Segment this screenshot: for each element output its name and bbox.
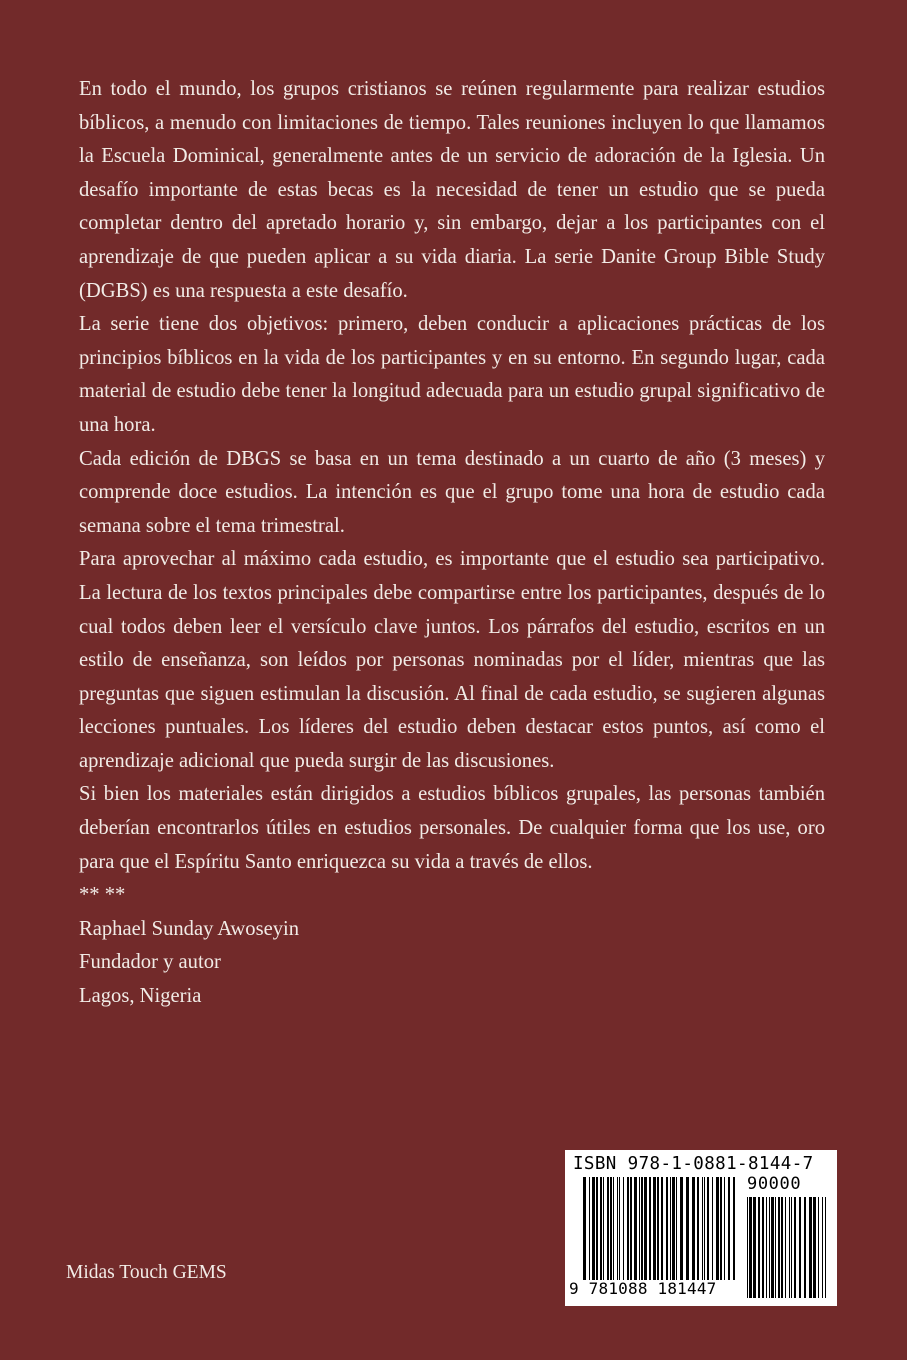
barcode-addon-bars xyxy=(747,1197,827,1298)
ean-digits: 9 781088 181447 xyxy=(569,1279,717,1298)
author-name: Raphael Sunday Awoseyin xyxy=(79,917,300,940)
barcode-main-bars xyxy=(583,1177,737,1280)
back-cover-text xyxy=(79,73,825,1014)
barcode-addon-label: 90000 xyxy=(747,1174,802,1194)
paragraph-intro: En todo el mundo, los grupos cristianos se reúnen regularmente para realizar estudios bíblicos, a menudo con limitaciones de tiempo. Tales reuniones incluyen lo que llamamos la Escuela Dominical, generalmente antes de un servicio de adoración de la Iglesia. Un desafío importante de estas becas es la necesidad de tener un estudio que se pueda completar dentro del apretado horario y, sin embargo, dejar a los participantes con el aprendizaje de que pueden aplicar a su vida diaria. La serie Danite Group Bible Study (DGBS) es una respuesta a este desafío. xyxy=(79,78,825,302)
separator: ** ** xyxy=(79,884,126,907)
paragraph-objectives: La serie tiene dos objetivos: primero, deben conducir a aplicaciones prácticas de los principios bíblicos en la vida de los participantes y en su entorno. En segundo lugar, cada material de estudio debe tener la longitud adecuada para un estudio grupal significativo de una hora. xyxy=(79,313,825,436)
publisher-name: Midas Touch GEMS xyxy=(66,1262,227,1283)
isbn-label: ISBN 978-1-0881-8144-7 xyxy=(573,1154,814,1174)
paragraph-editions: Cada edición de DBGS se basa en un tema destinado a un cuarto de año (3 meses) y comprende doce estudios. La intención es que el grupo tome una hora de estudio cada semana sobre el tema trimestral. xyxy=(79,447,825,537)
isbn-barcode xyxy=(565,1150,837,1306)
paragraph-participation: Para aprovechar al máximo cada estudio, es importante que el estudio sea participativo. La lectura de los textos principales debe compartirse entre los participantes, después de lo cual todos deben leer el versículo clave juntos. Los párrafos del estudio, escritos en un estilo de enseñanza, son leídos por personas nominadas por el líder, mientras que las preguntas que siguen estimulan la discusión. Al final de cada estudio, se sugieren algunas lecciones puntuales. Los líderes del estudio deben destacar estos puntos, así como el aprendizaje adicional que pueda surgir de las discusiones. xyxy=(79,548,825,772)
author-role: Fundador y autor xyxy=(79,951,221,974)
author-location: Lagos, Nigeria xyxy=(79,985,202,1008)
paragraph-closing: Si bien los materiales están dirigidos a estudios bíblicos grupales, las personas también deberían encontrarlos útiles en estudios personales. De cualquier forma que los use, oro para que el Espíritu Santo enriquezca su vida a través de ellos. xyxy=(79,783,825,873)
